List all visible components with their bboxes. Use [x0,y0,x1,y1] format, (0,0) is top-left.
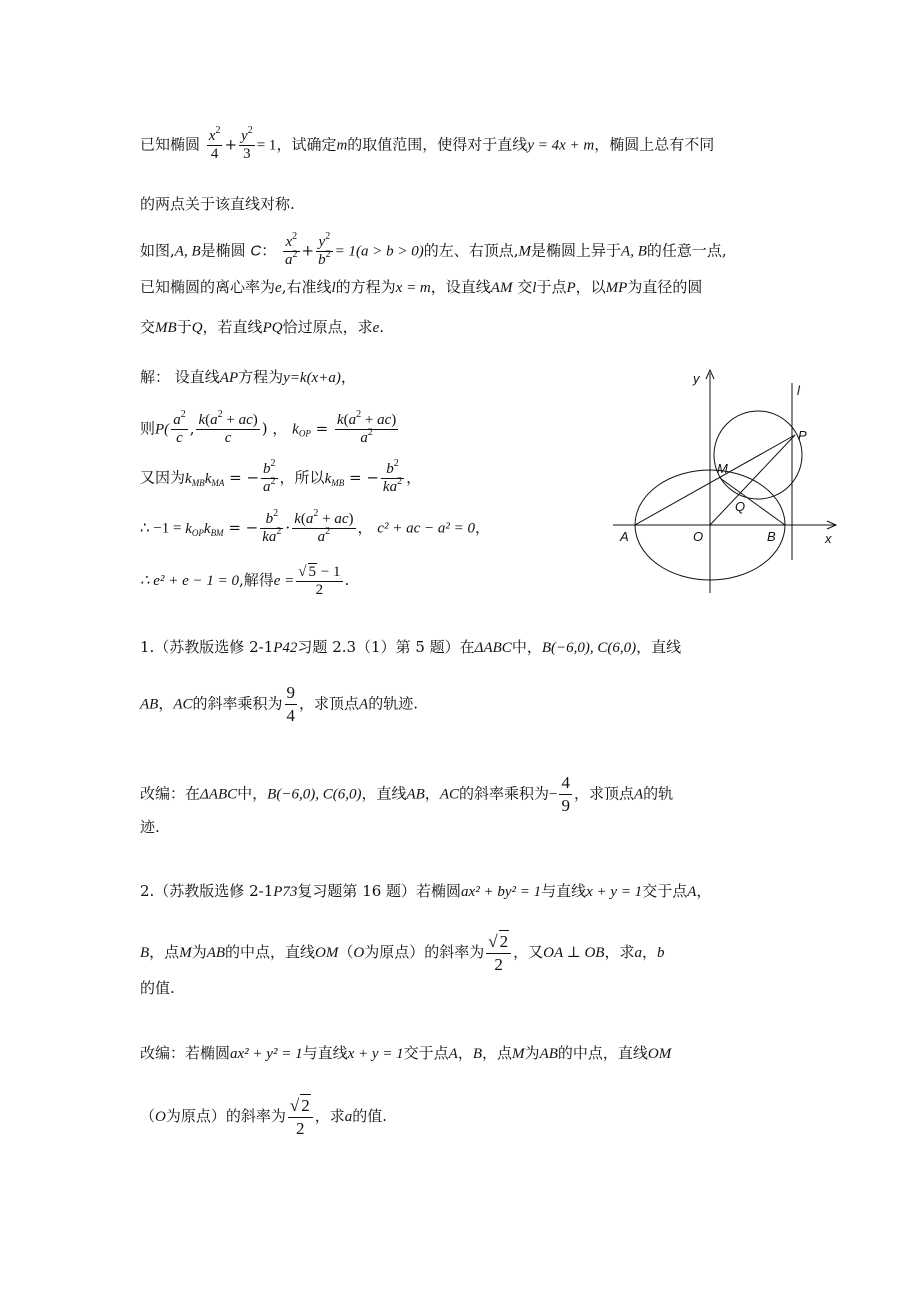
fraction-y2-over-3: $\frac{y^2}{3}$ [241,125,253,162]
fraction-y2-over-b2: $\frac{y^2}{b^2}$ [318,231,331,268]
solution-line-4: ∴ $-1 = k_{OP}k_{BM}$ = − $\frac{b^2}{ka^2}$ · $\frac{k(a^2 + ac)}{a^2}$ ， c² + ac − a² = 0， [140,508,490,545]
item2-line-1: 2.（苏教版选修 2-1P73复习题第 16 题）若椭圆ax² + by² = 1与直线x + y = 1交于点A， [140,882,712,900]
item2-mod-line-2: （O为原点）的斜率为 $\frac{√ 2}{2}$ ，求a的值. [140,1096,388,1138]
label-Q: Q [735,499,746,514]
problem2-line-3: 交MB于Q，若直线PQ恰过原点，求e. [140,318,385,336]
item1-mod-line-1: 改编：在ΔABC中，B(−6,0), C(6,0)，直线AB，AC的斜率乘积为− $\frac{4}{9}$ ，求顶点A的轨 [140,773,674,815]
solution-line-2: 则P( $\frac{a^2}{c}$ , $\frac{k(a^2 + ac)}{c}$ ) ， $k_{OP}$ = $\frac{k(a^2 + ac)}{a^2}$ [140,409,397,446]
label-M: M [717,461,728,476]
item2-line-3: 的值. [140,979,175,997]
line-MB [720,478,785,525]
intro-line-1: 已知椭圆 $\frac{x^2}{4}$ + $\frac{y^2}{3}$ = 1，试确定m的取值范围，使得对于直线y = 4x + m，椭圆上总有不同 [140,125,715,162]
label-P: P [798,428,807,443]
ellipse-circle-figure [605,365,845,595]
solution-line-5: ∴ e² + e − 1 = 0,解得e = $\frac{√ 5 - 1}{2}$ . [140,564,350,598]
fraction-x2-over-4: $\frac{x^2}{4}$ [208,125,221,162]
label-A: A [620,529,629,544]
label-y: y [693,371,700,386]
label-x: x [825,531,832,546]
problem2-line-2: 已知椭圆的离心率为e,右准线l的方程为x = m，设直线AM 交l于点P，以MP为直径的圆 [140,278,703,296]
solution-line-1: 解： 设直线AP方程为y=k(x+a)， [140,368,356,386]
item1-line-2: AB，AC的斜率乘积为 $\frac{9}{4}$ ，求顶点A的轨迹. [140,683,418,725]
item1-line-1: 1.（苏教版选修 2-1P42习题 2.3（1）第 5 题）在ΔABC中，B(−6,0), C(6,0)，直线 [140,638,682,656]
line-AP [635,435,795,525]
label-B: B [767,529,776,544]
item1-mod-line-2: 迹. [140,818,160,836]
intro-line-2: 的两点关于该直线对称. [140,195,295,213]
mp-circle [714,411,802,499]
label-l: l [797,383,800,398]
solution-line-3: 又因为$k_{MB}k_{MA}$ = − $\frac{b^2}{a^2}$ ，所以$k_{MB}$ = − $\frac{b^2}{ka^2}$ ， [140,458,422,495]
label-O: O [693,529,704,544]
problem2-line-1: 如图,A, B是椭圆 C： $\frac{x^2}{a^2}$ + $\frac{y^2}{b^2}$ = 1(a > b > 0)的左、右顶点,M是椭圆上异于A, B的任意一点, [140,231,727,268]
item2-line-2: B，点M为AB的中点，直线OM（O为原点）的斜率为 $\frac{√ 2}{2}$ ，又OA ⊥ OB，求a，b [140,932,665,974]
fraction-x2-over-a2: $\frac{x^2}{a^2}$ [285,231,298,268]
item2-mod-line-1: 改编：若椭圆ax² + y² = 1与直线x + y = 1交于点A，B，点M为AB的中点，直线OM [140,1044,672,1062]
